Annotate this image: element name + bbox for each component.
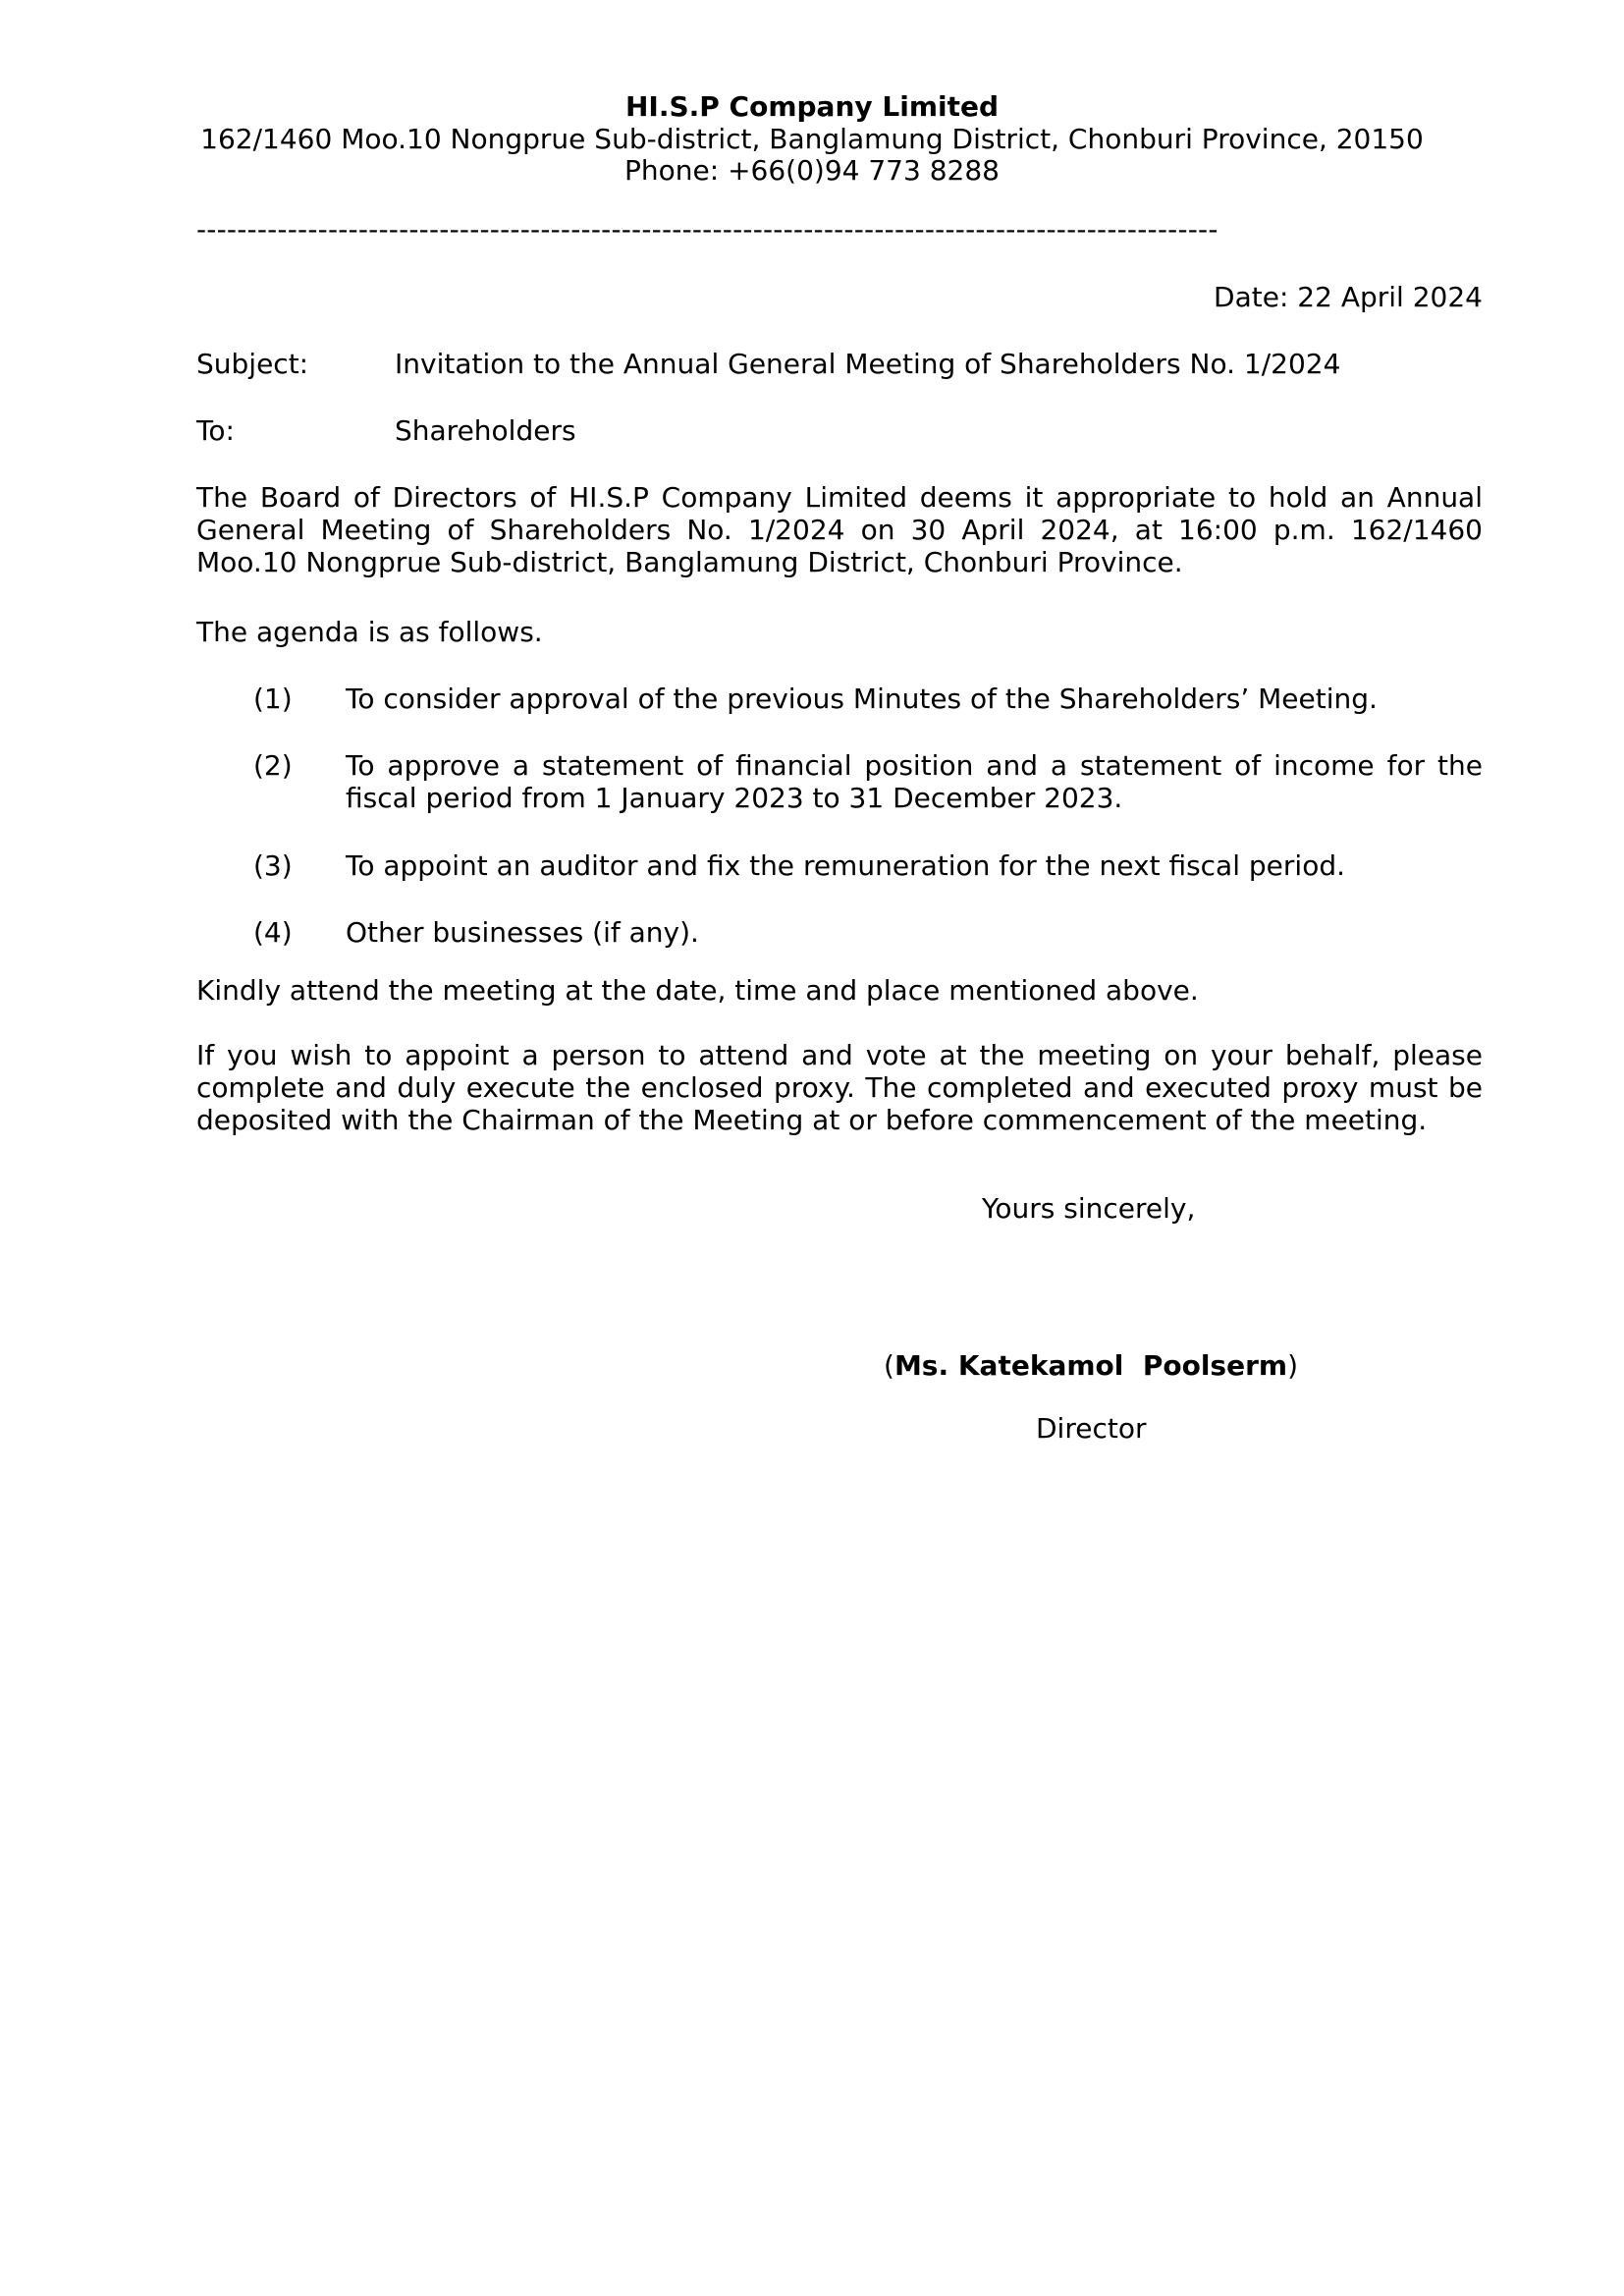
company-name: HI.S.P Company Limited xyxy=(624,90,1000,123)
signatory-title: Director xyxy=(1036,1412,1147,1445)
recipient-text: Shareholders xyxy=(395,414,576,447)
header-divider: ----------------------------------------------------------------------------------------------------- xyxy=(196,213,1218,246)
signatory-open-paren: ( xyxy=(884,1349,894,1382)
signatory-close-paren: ) xyxy=(1287,1349,1299,1382)
subject-label: Subject: xyxy=(196,348,309,380)
agenda-item-number: (4) xyxy=(253,916,293,949)
signatory-name: Ms. Katekamol Poolserm xyxy=(893,1349,1288,1382)
attendance-paragraph: Kindly attend the meeting at the date, time and place mentioned above. xyxy=(196,974,1199,1007)
agenda-item-number: (2) xyxy=(253,749,293,782)
subject-text: Invitation to the Annual General Meeting of Shareholders No. 1/2024 xyxy=(395,348,1341,380)
signatory-line xyxy=(884,1349,1298,1383)
agenda-item-text: Other businesses (if any). xyxy=(346,916,699,949)
recipient-label: To: xyxy=(196,414,235,447)
proxy-paragraph: If you wish to appoint a person to attend and vote at the meeting on your behalf, please complete and duly execute the enclosed proxy. The completed and executed proxy must be deposited with the Chairman of the Meeting at or before commencement of the meeting. xyxy=(196,1039,1483,1136)
agenda-item-text: To consider approval of the previous Minutes of the Shareholders’ Meeting. xyxy=(346,683,1378,715)
agenda-item-number: (1) xyxy=(253,683,293,715)
agenda-item-number: (3) xyxy=(253,849,293,882)
company-phone: Phone: +66(0)94 773 8288 xyxy=(624,154,1000,187)
agenda-item-text: To appoint an auditor and fix the remuneration for the next fiscal period. xyxy=(346,849,1345,882)
company-address: 162/1460 Moo.10 Nongprue Sub-district, Banglamung District, Chonburi Province, 20150 xyxy=(200,123,1424,155)
agenda-item-text: To approve a statement of financial position and a statement of income for the fiscal period from 1 January 2023 to 31 December 2023. xyxy=(346,749,1483,814)
intro-paragraph: The Board of Directors of HI.S.P Company Limited deems it appropriate to hold an Annual General Meeting of Shareholders No. 1/2024 on 30 April 2024, at 16:00 p.m. 162/1460 Moo.10 Nongprue Sub-district, Banglamung District, Chonburi Province. xyxy=(196,481,1483,578)
letter-date: Date: 22 April 2024 xyxy=(1214,281,1483,313)
closing-salutation: Yours sincerely, xyxy=(982,1192,1196,1225)
agenda-intro: The agenda is as follows. xyxy=(196,616,543,648)
